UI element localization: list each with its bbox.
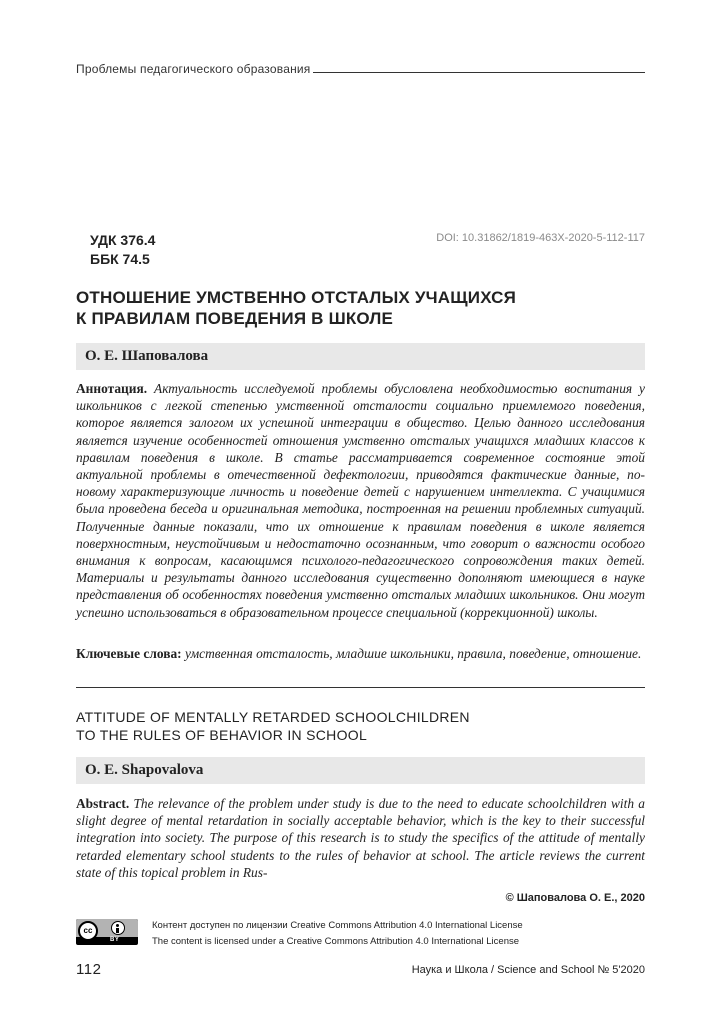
journal-section-title: Проблемы педагогического образования (76, 62, 311, 76)
journal-footer: Наука и Школа / Science and School № 5'2020 (411, 964, 645, 976)
title-ru-line-1: ОТНОШЕНИЕ УМСТВЕННО ОТСТАЛЫХ УЧАЩИХСЯ (76, 288, 516, 307)
abstract-text: The relevance of the problem under study is due to the need to educate schoolchildren with a slight degree of mental retardation in socially acceptable behavior, which is the key to their successful integration into society. The purpose of this research is to study the specifics of the attitude of mentally retarded elementary school students to the rules of behavior at school. The article reviews the current state of this topical problem in Rus- (76, 796, 646, 880)
keywords-label: Ключевые слова: (76, 646, 182, 661)
section-divider (76, 687, 645, 688)
title-ru-line-2: К ПРАВИЛАМ ПОВЕДЕНИЯ В ШКОЛЕ (76, 309, 394, 328)
license-text (152, 918, 523, 950)
license-block (76, 916, 645, 950)
keywords-ru (76, 645, 645, 662)
doi: DOI: 10.31862/1819-463X-2020-5-112-117 (436, 232, 645, 244)
license-line-en: The content is licensed under a Creative Commons Attribution 4.0 International License (152, 936, 520, 947)
author-ru: О. Е. Шаповалова (76, 343, 645, 370)
cc-by-icon[interactable] (76, 919, 138, 945)
author-en: O. E. Shapovalova (76, 757, 645, 784)
article-title-ru (76, 287, 645, 329)
annotation-label: Аннотация. (76, 381, 148, 396)
attribution-icon (111, 921, 125, 935)
bbk-code: ББК 74.5 (90, 251, 150, 267)
udk-code: УДК 376.4 (90, 232, 156, 248)
annotation-text: Актуальность исследуемой проблемы обусловлена необходимостью воспитания у школьников с легкой степенью умственной отсталости социально приемлемого поведения, которое является залогом их успешной интеграции в общество. Целью данного исследования является изучение особенностей отношения умственно отсталых учащихся младших классов к правилам поведения в школе. В статье рассматривается современное состояние этой актуальной проблемы в отечественной дефектологии, приводятся фактические данные, по-новому характеризующие личность и поведение детей с нарушением интеллекта. С учащимися была проведена беседа и оригинальная методика, построенная на решении проблемных ситуаций. Полученные данные показали, что их отношение к правилам поведения в школе является поверхностным, неустойчивым и недостаточно осознанным, что говорит о важности особого внимания к вопросам, касающимся психолого-педагогического сопровождения таких детей. Материалы и результаты данного исследования существенно дополняют имеющиеся в науке представления об особенностях поведения умственно отсталых младших школьников. Они могут успешно использоваться в образовательном процессе специальной (коррекционной) школы. (76, 381, 645, 620)
title-en-line-1: ATTITUDE OF MENTALLY RETARDED SCHOOLCHILDREN (76, 709, 470, 725)
title-en-line-2: TO THE RULES OF BEHAVIOR IN SCHOOL (76, 727, 368, 743)
cc-by-label: BY (110, 937, 120, 943)
header-divider (313, 72, 646, 73)
classification-codes (90, 231, 155, 269)
keywords-text: умственная отсталость, младшие школьники, правила, поведение, отношение. (184, 646, 642, 661)
article-title-en (76, 708, 645, 744)
license-line-ru: Контент доступен по лицензии Creative Commons Attribution 4.0 International License (152, 920, 523, 931)
annotation-ru (76, 380, 645, 621)
running-header (76, 62, 645, 76)
abstract-label: Abstract. (76, 796, 130, 811)
abstract-en (76, 795, 645, 881)
cc-icon: cc (78, 921, 98, 941)
copyright-notice: © Шаповалова О. Е., 2020 (505, 892, 645, 904)
page-number: 112 (76, 961, 102, 978)
